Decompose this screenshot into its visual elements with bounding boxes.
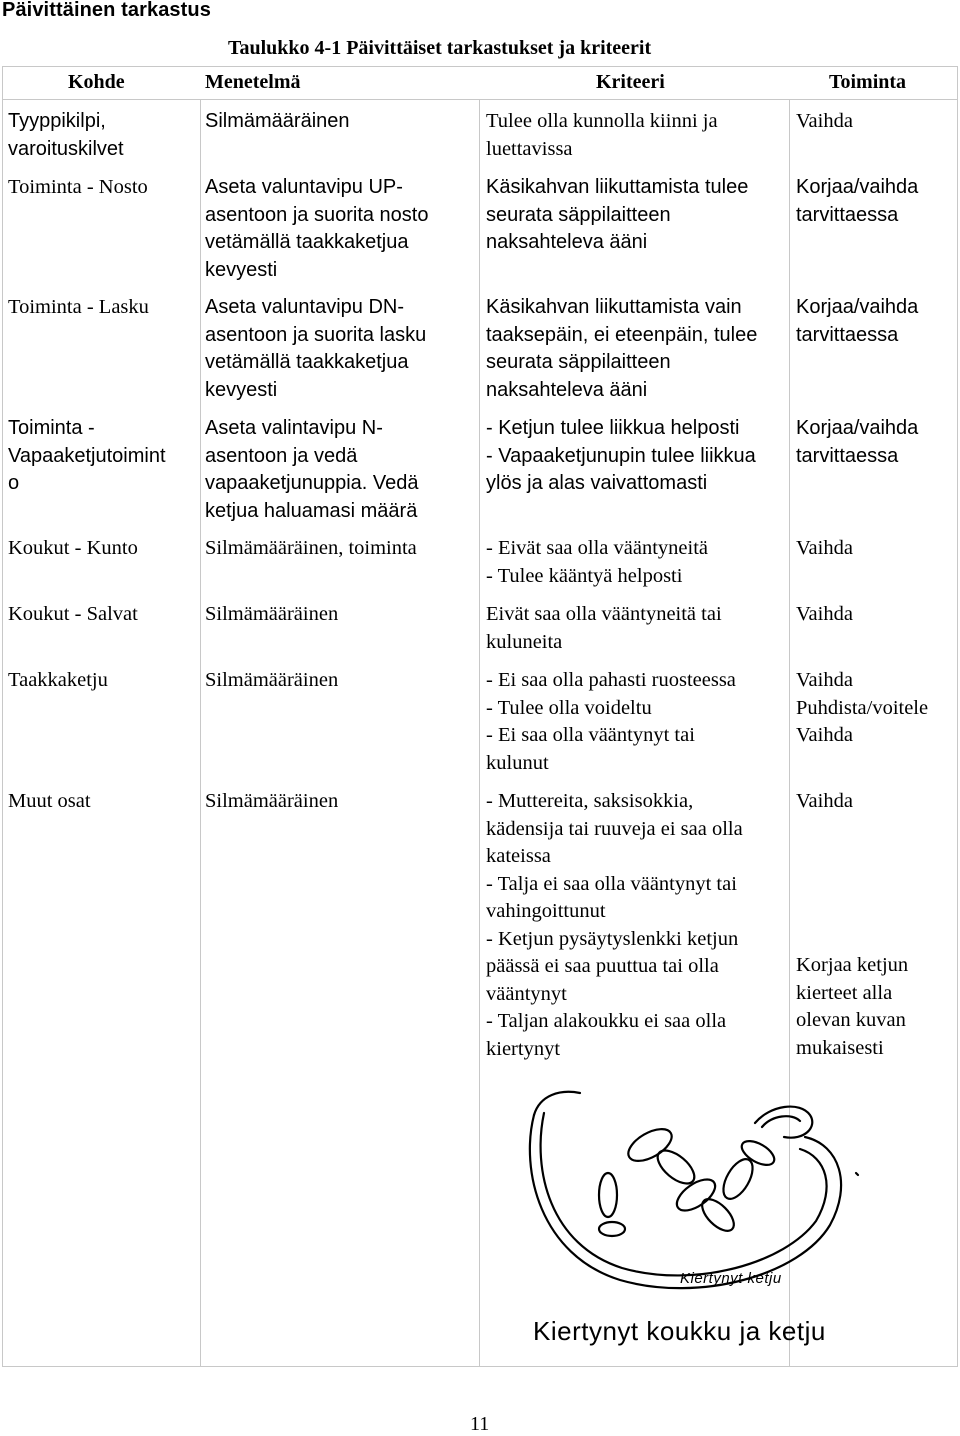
row-4-kriteeri: - Ketjun tulee liikkua helposti - Vapaaketjunupin tulee liikkua ylös ja alas vaivattomasti [486, 417, 756, 494]
row-2-kriteeri: Käsikahvan liikuttamista tulee seurata säppilaitteen naksahteleva ääni [486, 176, 749, 253]
row-8-kohde: Muut osat [8, 790, 91, 812]
row-1-kriteeri: Tulee olla kunnolla kiinni ja luettavissa [486, 110, 718, 160]
row-8-menetelma: Silmämääräinen [205, 790, 339, 812]
row-5-menetelma: Silmämääräinen, toiminta [205, 537, 417, 559]
row-8-toiminta: Vaihda [796, 790, 853, 812]
row-7-menetelma: Silmämääräinen [205, 669, 339, 691]
row-6-kohde: Koukut - Salvat [8, 603, 138, 625]
row-7-kriteeri: - Ei saa olla pahasti ruosteessa - Tulee olla voideltu - Ei saa olla vääntynyt tai kulunut [486, 669, 736, 774]
row-5-kohde: Koukut - Kunto [8, 537, 138, 559]
row-1-toiminta: Vaihda [796, 110, 853, 132]
row-6-menetelma: Silmämääräinen [205, 603, 339, 625]
row-1-menetelma: Silmämääräinen [205, 110, 350, 132]
row-3-kohde: Toiminta - Lasku [8, 296, 149, 318]
illustration-small-caption: Kiertynyt ketju [680, 1270, 782, 1287]
row-4-kohde: Toiminta - Vapaaketjutoimint o [8, 417, 166, 494]
row-2-menetelma: Aseta valuntavipu UP- asentoon ja suorita nosto vetämällä taakkaketjua kevyesti [205, 176, 429, 281]
row-5-kriteeri: - Eivät saa olla vääntyneitä - Tulee kääntyä helposti [486, 537, 708, 587]
table-caption: Taulukko 4-1 Päivittäiset tarkastukset ja kriteerit [228, 37, 652, 59]
page-number: 11 [470, 1413, 490, 1435]
row-4-menetelma: Aseta valintavipu N- asentoon ja vedä vapaaketjunuppia. Vedä ketjua haluamasi määrä [205, 417, 419, 522]
header-menetelma: Menetelmä [205, 71, 301, 93]
header-kriteeri: Kriteeri [596, 71, 665, 93]
page-heading: Päivittäinen tarkastus [2, 0, 211, 21]
row-7-kohde: Taakkaketju [8, 669, 108, 691]
illustration-caption: Kiertynyt koukku ja ketju [533, 1316, 826, 1346]
header-kohde: Kohde [68, 71, 125, 93]
row-8-kriteeri: - Muttereita, saksisokkia, kädensija tai ruuveja ei saa olla kateissa - Talja ei saa olla vääntynyt tai vahingoittunut - Ketjun pysäytyslenkki ketjun päässä ei saa puuttua tai olla vääntynyt - Taljan alakoukku ei saa olla kiertynyt [486, 790, 743, 1060]
row-7-toiminta: Vaihda Puhdista/voitele Vaihda [796, 669, 929, 746]
row-5-toiminta: Vaihda [796, 537, 853, 559]
header-toiminta: Toiminta [829, 71, 907, 93]
row-4-toiminta: Korjaa/vaihda tarvittaessa [796, 417, 919, 467]
row-3-toiminta: Korjaa/vaihda tarvittaessa [796, 296, 919, 346]
row-6-toiminta: Vaihda [796, 603, 853, 625]
row-1-kohde: Tyyppikilpi, varoituskilvet [8, 110, 124, 160]
row-2-kohde: Toiminta - Nosto [8, 176, 148, 198]
row-6-kriteeri: Eivät saa olla vääntyneitä tai kuluneita [486, 603, 722, 653]
row-3-kriteeri: Käsikahvan liikuttamista vain taaksepäin, ei eteenpäin, tulee seurata säppilaitteen naksahteleva ääni [486, 296, 758, 401]
row-8-toiminta-extra: Korjaa ketjun kierteet alla olevan kuvan mukaisesti [796, 954, 909, 1059]
row-2-toiminta: Korjaa/vaihda tarvittaessa [796, 176, 919, 226]
row-3-menetelma: Aseta valuntavipu DN- asentoon ja suorita lasku vetämällä taakkaketjua kevyesti [205, 296, 427, 401]
